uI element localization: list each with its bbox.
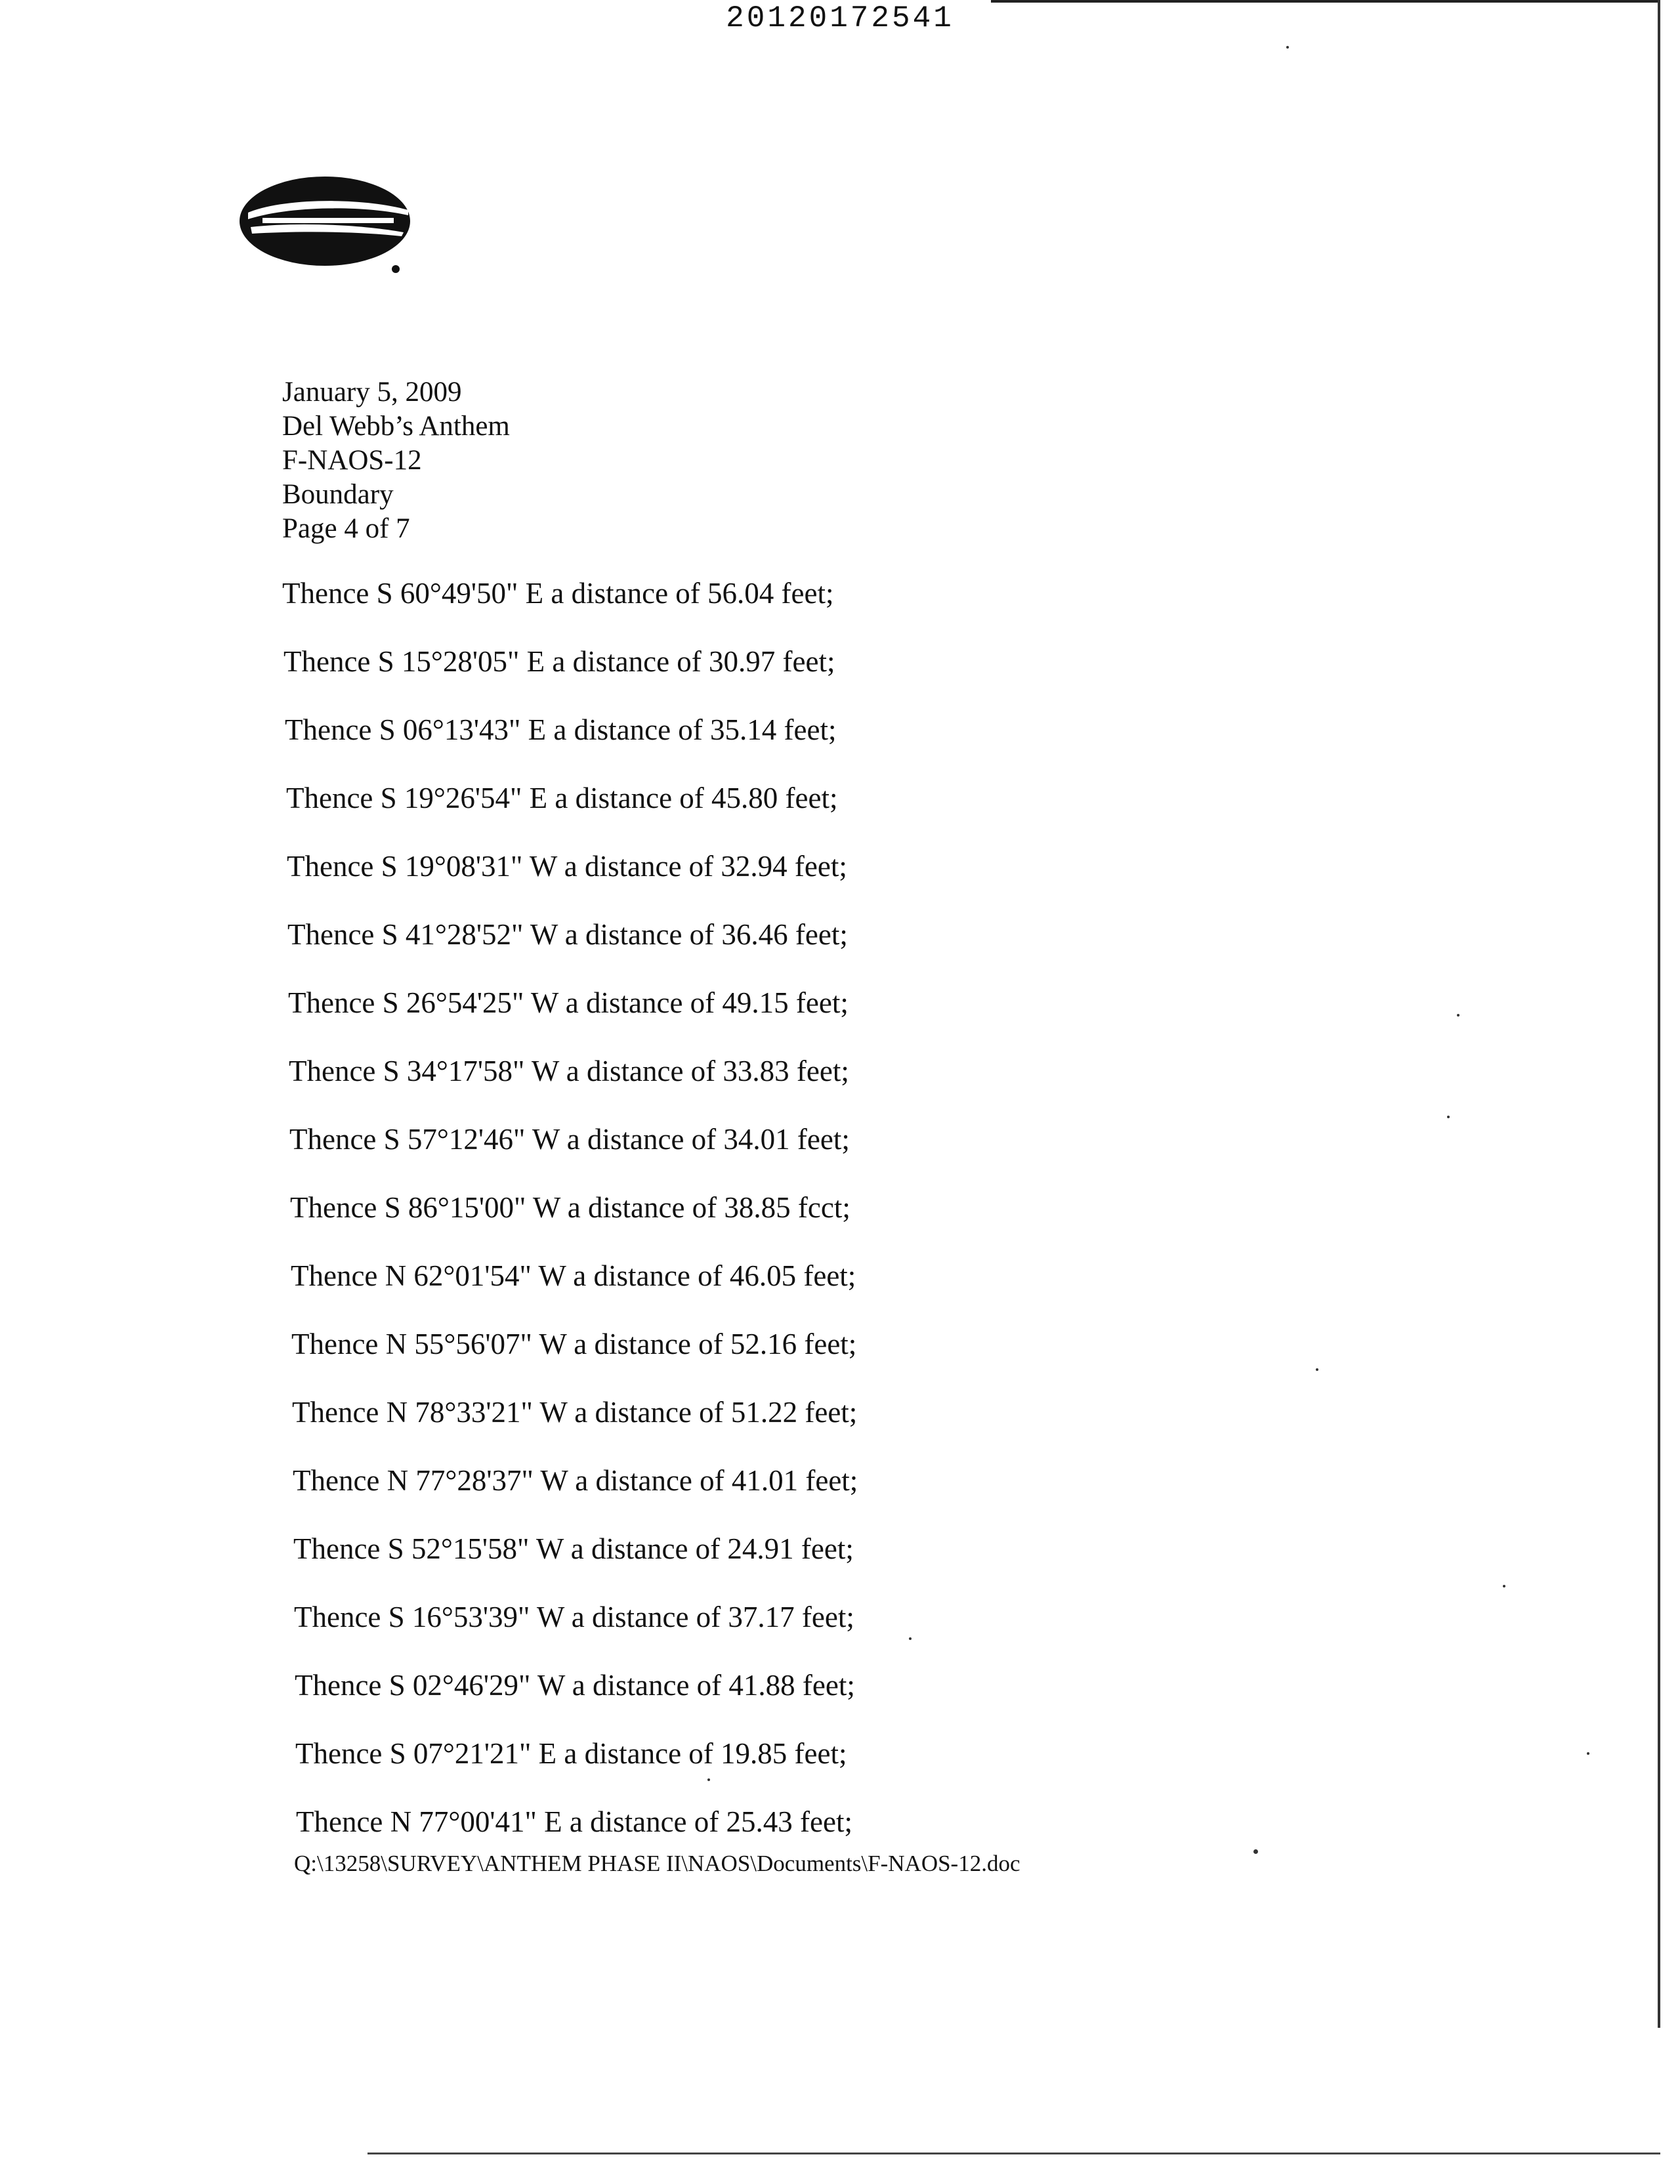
header-project: Del Webb’s Anthem [282, 411, 510, 442]
scan-speck [1447, 1116, 1450, 1118]
scan-speck [1457, 1014, 1460, 1017]
scan-speck [707, 1778, 710, 1781]
scan-speck [1587, 1752, 1589, 1755]
boundary-course: Thence S 15°28'05" E a distance of 30.97 feet; [284, 645, 835, 678]
boundary-course: Thence S 06°13'43" E a distance of 35.14 feet; [285, 713, 837, 746]
footer-file-path: Q:\13258\SURVEY\ANTHEM PHASE II\NAOS\Documents\F-NAOS-12.doc [294, 1851, 1020, 1876]
scan-border-right [1658, 0, 1660, 2028]
boundary-course: Thence S 26°54'25" W a distance of 49.15 feet; [288, 986, 849, 1019]
boundary-course-list [282, 576, 858, 1873]
boundary-course: Thence S 07°21'21" E a distance of 19.85 feet; [295, 1737, 847, 1770]
boundary-course: Thence S 60°49'50" E a distance of 56.04 feet; [282, 577, 834, 610]
scan-border-bottom [368, 2152, 1660, 2154]
scan-speck [1253, 1849, 1258, 1854]
scan-speck [1286, 46, 1289, 49]
company-logo-icon [236, 172, 427, 274]
document-number: 20120172541 [726, 1, 954, 35]
boundary-course: Thence N 77°28'37" W a distance of 41.01 feet; [293, 1464, 858, 1497]
header-subject: Boundary [282, 479, 394, 510]
boundary-course: Thence N 55°56'07" W a distance of 52.16 feet; [291, 1328, 857, 1360]
scan-speck [1316, 1368, 1318, 1371]
scan-speck [1503, 1585, 1505, 1587]
letter-header [282, 375, 510, 546]
boundary-course: Thence S 52°15'58" W a distance of 24.91 feet; [293, 1532, 854, 1565]
boundary-course: Thence S 19°26'54" E a distance of 45.80 feet; [286, 782, 838, 814]
scan-speck [909, 1637, 912, 1640]
boundary-course: Thence S 41°28'52" W a distance of 36.46 feet; [287, 918, 848, 951]
boundary-course: Thence N 78°33'21" W a distance of 51.22 feet; [292, 1396, 858, 1429]
header-parcel: F-NAOS-12 [282, 445, 422, 476]
boundary-course: Thence S 86°15'00" W a distance of 38.85 fcct; [290, 1191, 850, 1224]
boundary-course: Thence S 34°17'58" W a distance of 33.83 feet; [289, 1055, 849, 1087]
boundary-course: Thence S 02°46'29" W a distance of 41.88 feet; [295, 1669, 855, 1702]
header-page: Page 4 of 7 [282, 513, 410, 544]
header-date: January 5, 2009 [282, 377, 462, 408]
boundary-course: Thence S 19°08'31" W a distance of 32.94 feet; [287, 850, 847, 883]
boundary-course: Thence N 77°00'41" E a distance of 25.43 feet; [296, 1805, 852, 1838]
boundary-course: Thence N 62°01'54" W a distance of 46.05 feet; [291, 1259, 856, 1292]
boundary-course: Thence S 16°53'39" W a distance of 37.17 feet; [294, 1601, 854, 1633]
boundary-course: Thence S 57°12'46" W a distance of 34.01 feet; [289, 1123, 850, 1156]
